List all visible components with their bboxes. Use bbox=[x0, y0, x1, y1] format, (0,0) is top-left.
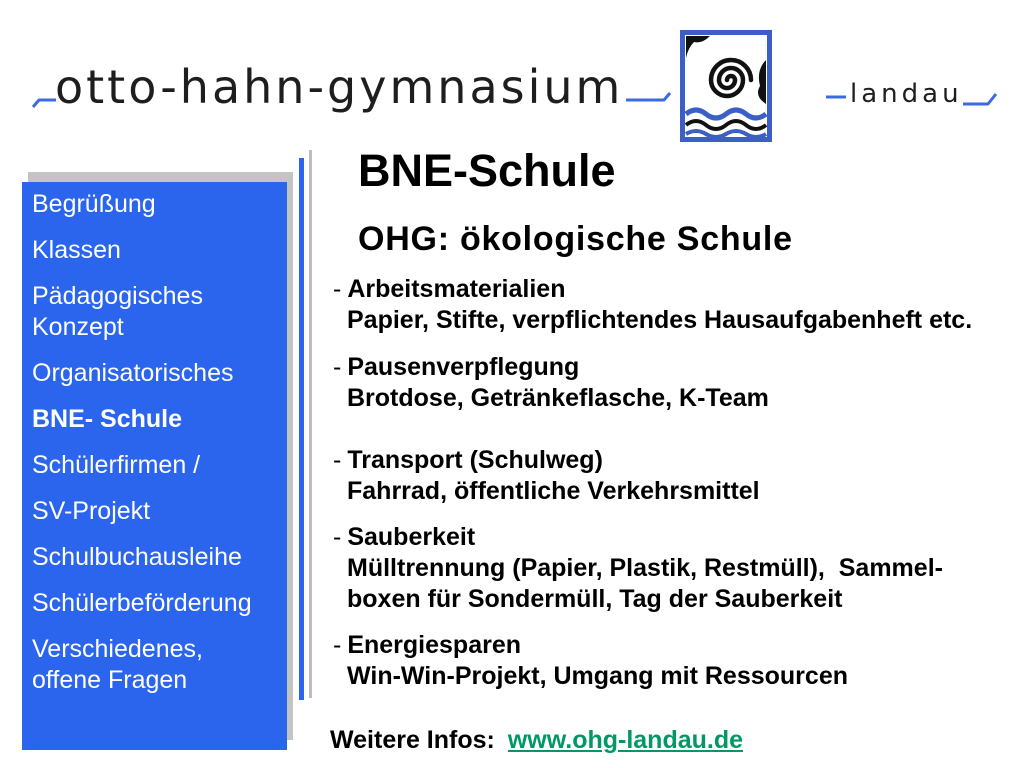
footer-info bbox=[330, 725, 743, 756]
nav-item-klassen[interactable] bbox=[32, 235, 279, 266]
nav-item-paedagogisches-konzept[interactable] bbox=[32, 281, 279, 343]
page-title: BNE-Schule bbox=[358, 145, 616, 196]
navigation-sidebar bbox=[22, 182, 287, 750]
bullet-marker: - bbox=[333, 353, 342, 381]
nav-item-label: Schulbuchausleihe bbox=[32, 542, 242, 571]
page-subtitle: OHG: ökologische Schule bbox=[358, 220, 793, 258]
vertical-divider-blue bbox=[299, 158, 304, 700]
bullet-marker: - bbox=[333, 446, 342, 474]
nav-item-label: Verschiedenes, bbox=[32, 634, 203, 663]
nav-item-label: Begrüßung bbox=[32, 189, 156, 218]
bullet-heading bbox=[333, 522, 943, 553]
nav-item-schuelerbefoerderung[interactable] bbox=[32, 588, 279, 619]
school-name-logo-text: otto-hahn-gymnasium bbox=[55, 60, 624, 114]
bullet-marker: - bbox=[333, 631, 342, 659]
nav-item-label: Klassen bbox=[32, 235, 121, 264]
bullet-detail-line: Papier, Stifte, verpflichtendes Hausaufgabenheft etc. bbox=[347, 306, 973, 334]
nav-item-label: offene Fragen bbox=[32, 665, 188, 694]
bullet-detail-line: boxen für Sondermüll, Tag der Sauberkeit bbox=[347, 585, 843, 613]
city-line-right bbox=[963, 94, 996, 104]
bullet-marker: - bbox=[333, 523, 342, 551]
bullet-title: Pausenverpflegung bbox=[347, 353, 580, 381]
nav-item-label: Schülerbeförderung bbox=[32, 588, 252, 617]
school-emblem-logo bbox=[680, 30, 772, 142]
nav-item-schulbuchausleihe[interactable] bbox=[32, 542, 279, 573]
nav-item-label: SV-Projekt bbox=[32, 496, 151, 525]
bullet-title: Arbeitsmaterialien bbox=[347, 275, 566, 303]
nav-item-label: Schülerfirmen / bbox=[32, 450, 201, 479]
bullet-detail-line: Fahrrad, öffentliche Verkehrsmittel bbox=[347, 477, 760, 505]
bullet-item-energiesparen bbox=[333, 630, 848, 692]
bullet-title: Transport (Schulweg) bbox=[347, 446, 603, 474]
nav-item-label: Konzept bbox=[32, 312, 124, 341]
bullet-item-sauberkeit bbox=[333, 522, 943, 615]
header-line-right bbox=[626, 93, 670, 100]
vertical-divider-gray bbox=[309, 150, 312, 698]
bullet-heading bbox=[333, 274, 972, 305]
nav-item-label: Pädagogisches bbox=[32, 281, 203, 310]
nav-item-schuelerfirmen[interactable] bbox=[32, 450, 279, 481]
nav-item-bne-schule[interactable] bbox=[32, 404, 279, 435]
nav-item-begruessung[interactable] bbox=[32, 189, 279, 220]
bullet-detail-line: Win-Win-Projekt, Umgang mit Ressourcen bbox=[347, 662, 848, 690]
nav-item-verschiedenes[interactable] bbox=[32, 634, 279, 696]
bullet-heading bbox=[333, 445, 760, 476]
bullet-item-pausenverpflegung bbox=[333, 352, 769, 414]
bullet-detail-line: Mülltrennung (Papier, Plastik, Restmüll), Sammel- bbox=[347, 554, 943, 582]
footer-label: Weitere Infos: bbox=[330, 726, 495, 754]
nav-item-label: Organisatorisches bbox=[32, 358, 234, 387]
bullet-heading bbox=[333, 352, 769, 383]
city-logo-text: landau bbox=[850, 79, 963, 109]
nav-item-label: BNE- Schule bbox=[32, 404, 183, 433]
bullet-title: Energiesparen bbox=[347, 631, 522, 659]
nav-item-organisatorisches[interactable] bbox=[32, 358, 279, 389]
header-line-left bbox=[33, 100, 56, 107]
bullet-detail-line: Brotdose, Getränkeflasche, K-Team bbox=[347, 384, 769, 412]
bullet-item-transport bbox=[333, 445, 760, 507]
bullet-item-arbeitsmaterialien bbox=[333, 274, 972, 336]
website-link[interactable]: www.ohg-landau.de bbox=[507, 726, 744, 754]
bullet-title: Sauberkeit bbox=[347, 523, 476, 551]
nav-item-sv-projekt[interactable] bbox=[32, 496, 279, 527]
bullet-heading bbox=[333, 630, 848, 661]
bullet-marker: - bbox=[333, 275, 342, 303]
